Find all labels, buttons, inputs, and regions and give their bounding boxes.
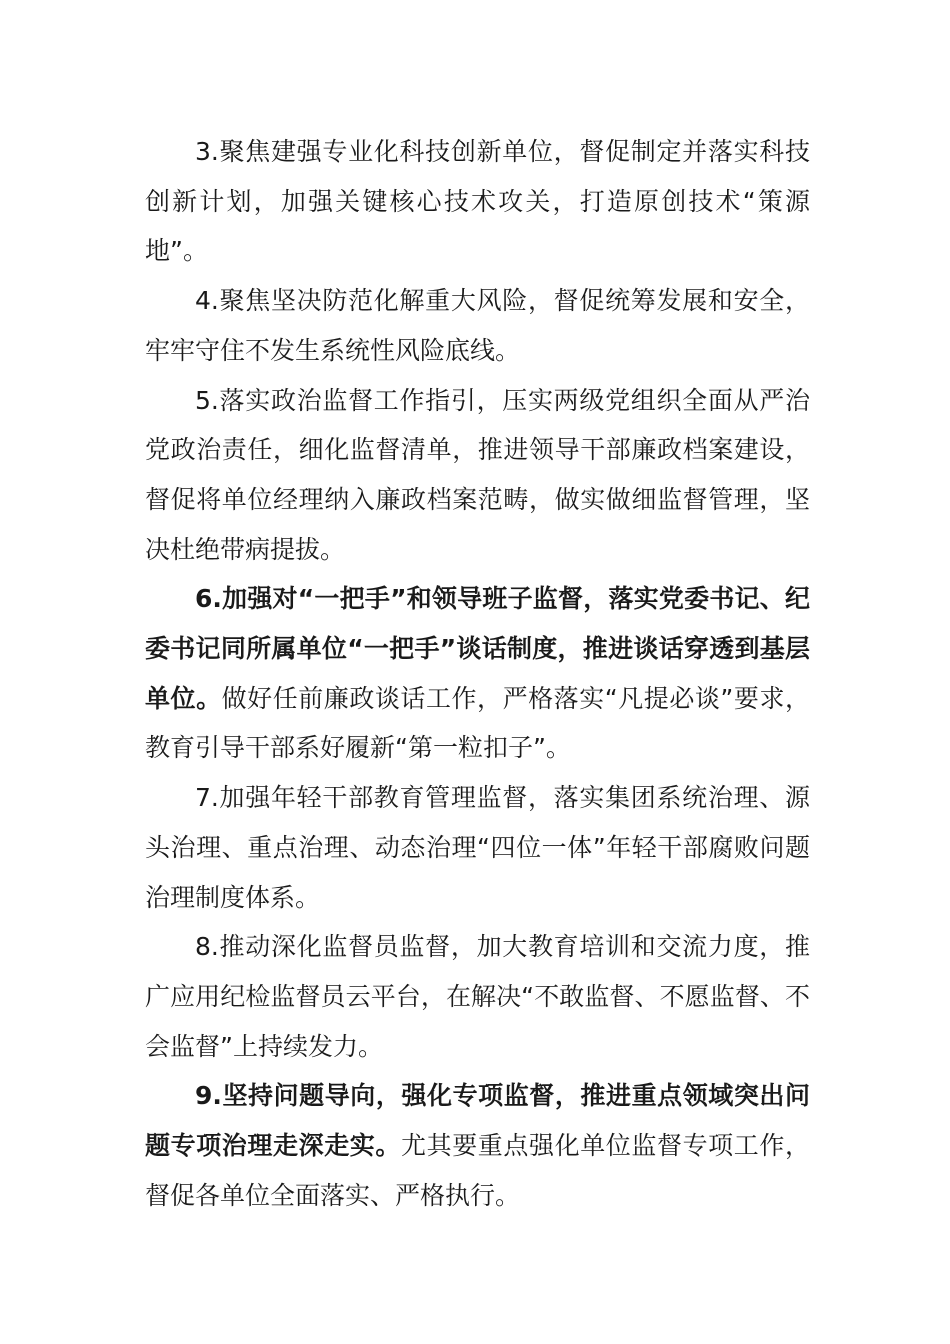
paragraph-9 bbox=[145, 1071, 810, 1220]
paragraph-7 bbox=[145, 773, 810, 922]
paragraph-6 bbox=[145, 574, 810, 773]
paragraph-3 bbox=[145, 127, 810, 276]
paragraph-9-text: 尤其要重点强化单位监督专项工作，督促各单位全面落实、严格执行。 bbox=[145, 1131, 810, 1210]
paragraph-4 bbox=[145, 276, 810, 375]
paragraph-8 bbox=[145, 922, 810, 1071]
paragraph-5 bbox=[145, 376, 810, 575]
paragraph-3-text: 3.聚焦建强专业化科技创新单位，督促制定并落实科技创新计划，加强关键核心技术攻关，打造原创技术“策源地”。 bbox=[145, 137, 810, 266]
paragraph-4-text: 4.聚焦坚决防范化解重大风险，督促统筹发展和安全，牢牢守住不发生系统性风险底线。 bbox=[145, 286, 810, 365]
paragraph-6-text: 做好任前廉政谈话工作，严格落实“凡提必谈”要求，教育引导干部系好履新“第一粒扣子”。 bbox=[145, 683, 810, 763]
paragraph-9-bold-lead: 9.坚持问题导向，强化专项监督，推进重点领域突出问题专项治理走深走实。 bbox=[145, 1081, 810, 1161]
document-body bbox=[145, 127, 810, 1220]
paragraph-7-text: 7.加强年轻干部教育管理监督，落实集团系统治理、源头治理、重点治理、动态治理“四位一体”年轻干部腐败问题治理制度体系。 bbox=[145, 783, 810, 912]
paragraph-6-bold-lead: 6.加强对“一把手”和领导班子监督，落实党委书记、纪委书记同所属单位“一把手”谈话制度，推进谈话穿透到基层单位。 bbox=[145, 584, 810, 713]
paragraph-5-text: 5.落实政治监督工作指引，压实两级党组织全面从严治党政治责任，细化监督清单，推进领导干部廉政档案建设，督促将单位经理纳入廉政档案范畴，做实做细监督管理，坚决杜绝带病提拔。 bbox=[145, 385, 810, 564]
paragraph-8-text: 8.推动深化监督员监督，加大教育培训和交流力度，推广应用纪检监督员云平台，在解决“不敢监督、不愿监督、不会监督”上持续发力。 bbox=[145, 932, 810, 1061]
